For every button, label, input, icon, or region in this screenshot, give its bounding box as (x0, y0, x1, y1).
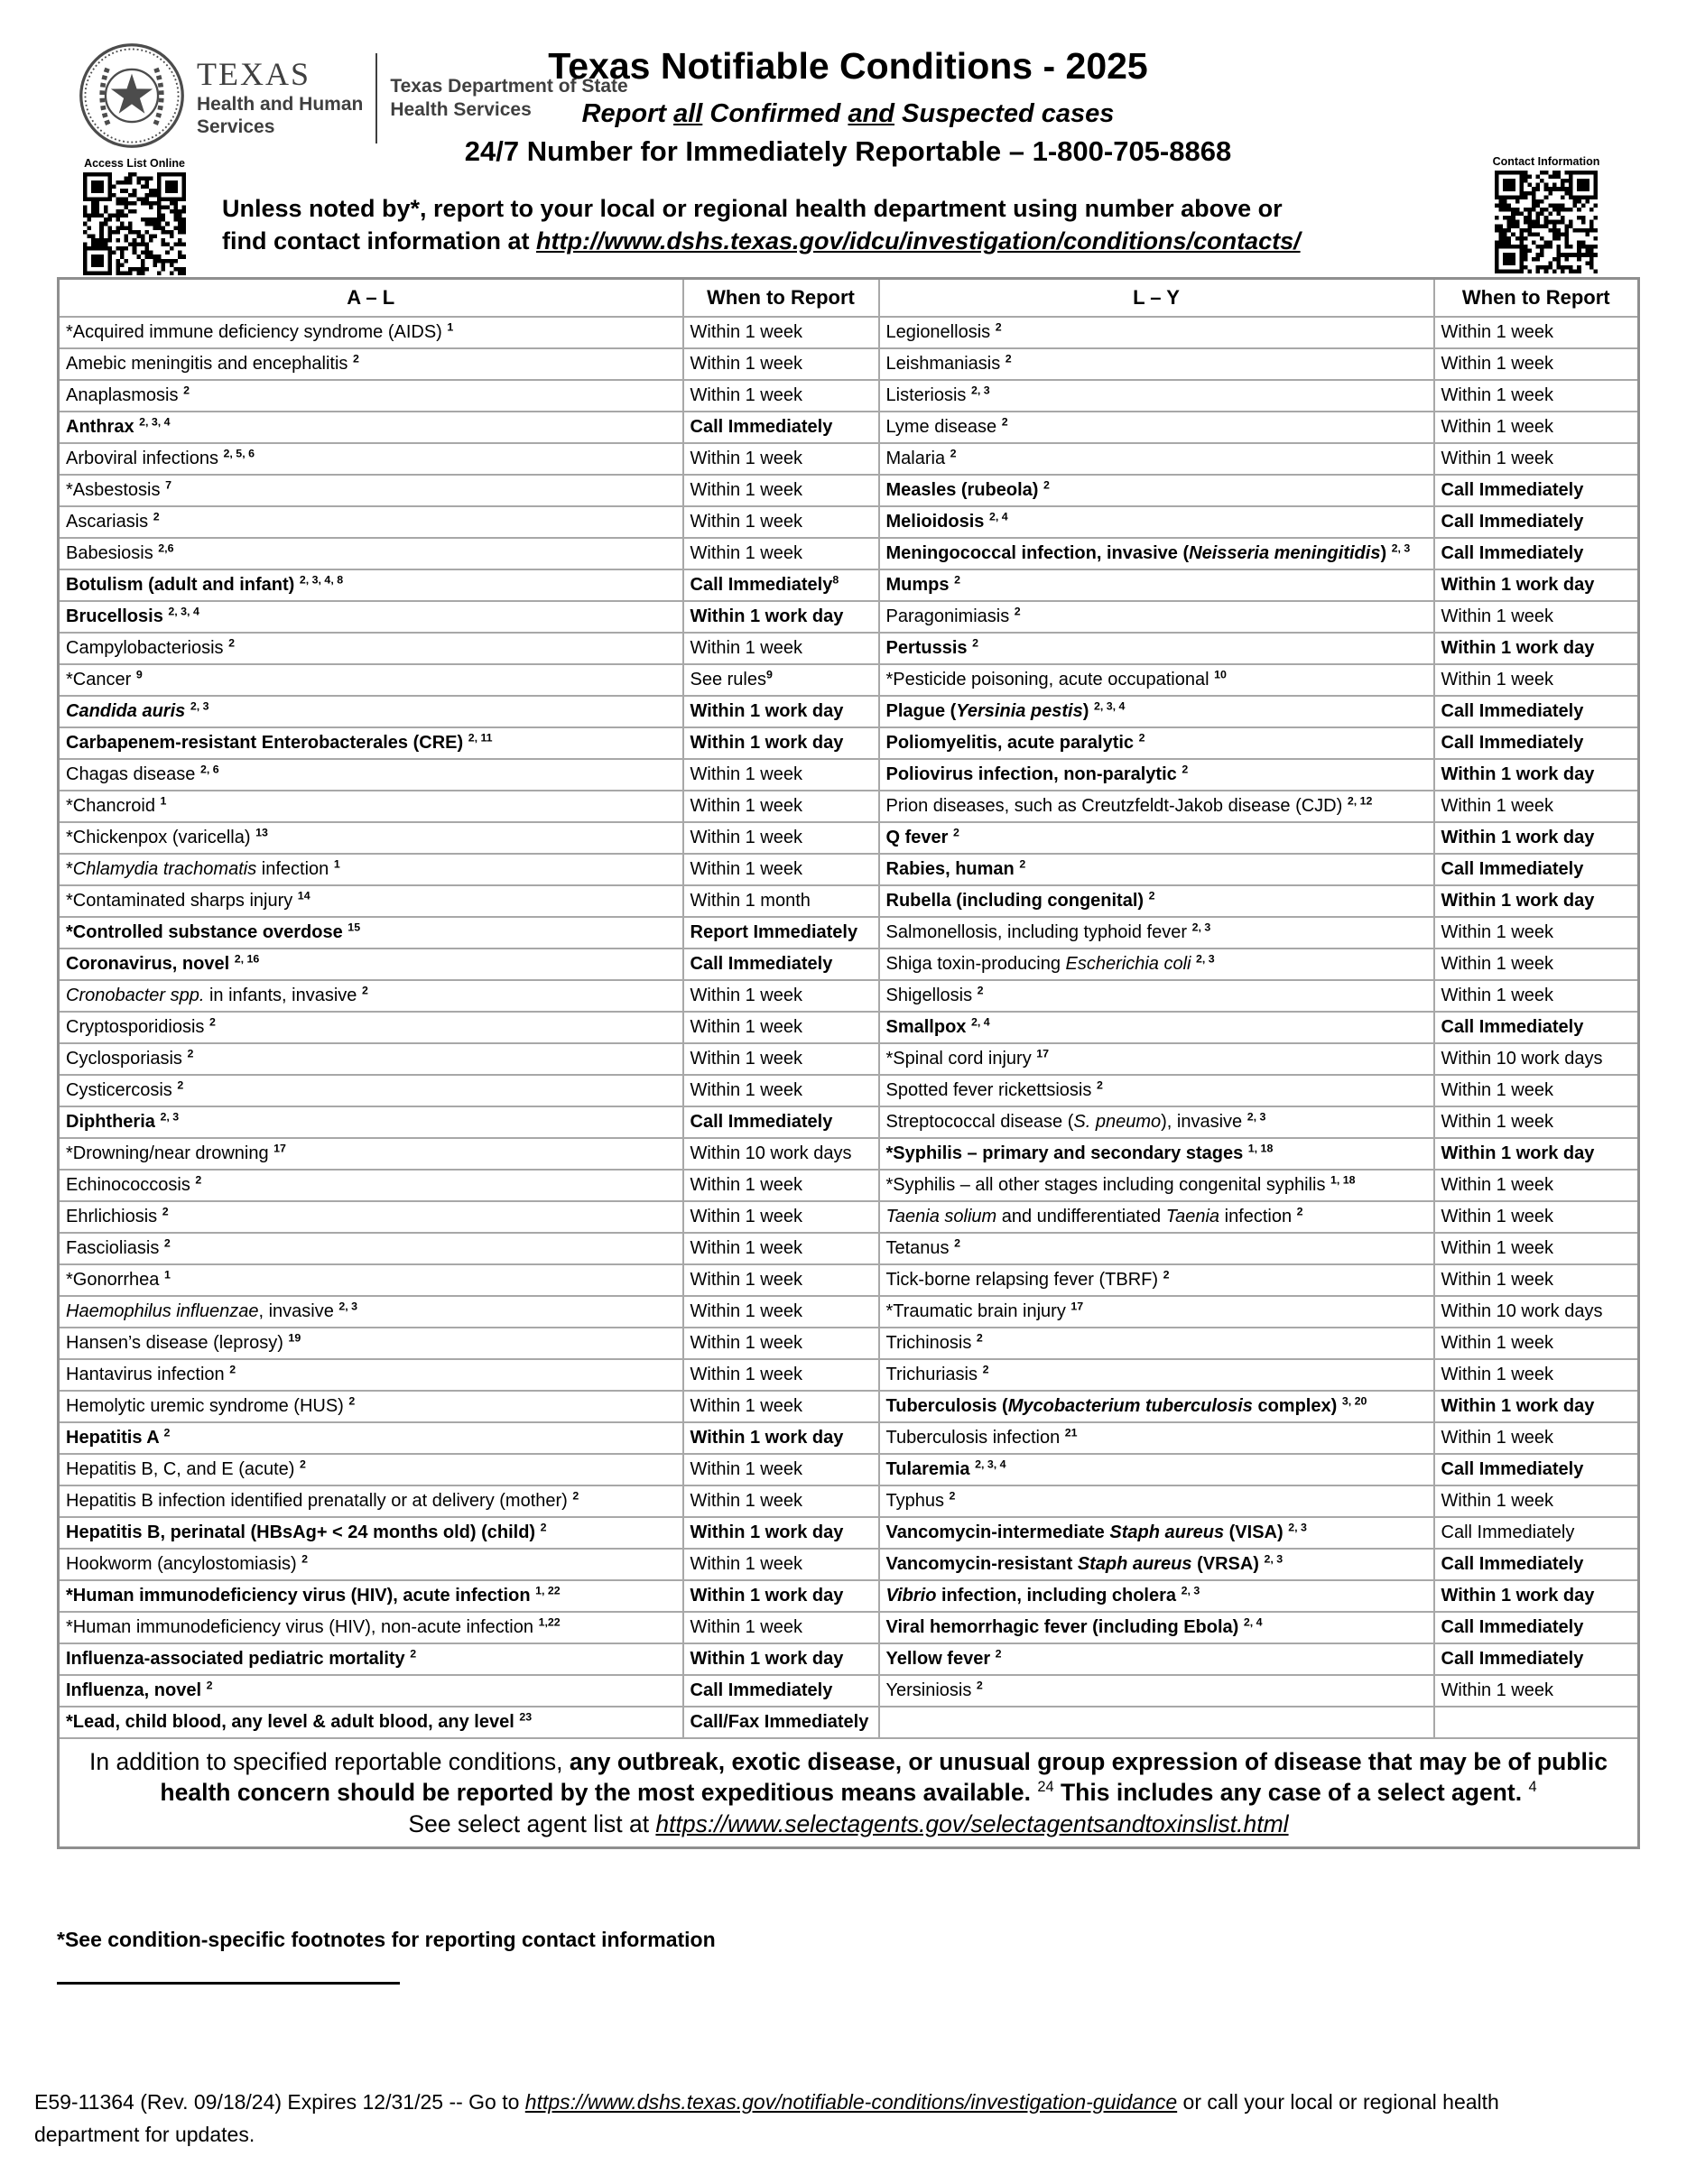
when-to-report-cell: Within 1 week (1434, 664, 1639, 696)
condition-cell: Prion diseases, such as Creutzfeldt-Jakob disease (CJD) $^{2, 12}$ (879, 791, 1434, 822)
footer-form-number: E59-11364 (Rev. 09/18/24) Expires 12/31/25 -- Go to (34, 2090, 525, 2114)
when-to-report-cell: Within 1 work day (683, 1580, 879, 1612)
condition-cell: Anaplasmosis $^2$ (59, 380, 683, 412)
table-row (59, 791, 1639, 822)
condition-cell: Poliomyelitis, acute paralytic $^2$ (879, 727, 1434, 759)
condition-cell: Cronobacter spp. in infants, invasive $^2$ (59, 980, 683, 1012)
when-to-report-cell: Within 1 week (683, 506, 879, 538)
document-footer (34, 2087, 1659, 2151)
footnote-star-text: *See condition-specific footnotes for reporting contact information (57, 1928, 716, 1951)
condition-cell: Campylobacteriosis $^2$ (59, 633, 683, 664)
condition-cell: Ascariasis $^2$ (59, 506, 683, 538)
table-row (59, 664, 1639, 696)
condition-cell: Botulism (adult and infant) $^{2, 3, 4, 8}$ (59, 569, 683, 601)
outbreak-note-row (59, 1738, 1639, 1848)
condition-cell: Shigellosis $^2$ (879, 980, 1434, 1012)
when-to-report-cell: Call/Fax Immediately (683, 1707, 879, 1738)
table-row (59, 1043, 1639, 1075)
when-to-report-cell: Within 1 week (683, 1264, 879, 1296)
condition-cell: Fascioliasis $^2$ (59, 1233, 683, 1264)
when-to-report-cell (1434, 1707, 1639, 1738)
when-to-report-cell: Call Immediately (683, 949, 879, 980)
when-to-report-cell: Call Immediately$^8$ (683, 569, 879, 601)
condition-cell: Tetanus $^2$ (879, 1233, 1434, 1264)
when-to-report-cell: Within 1 week (1434, 348, 1639, 380)
when-to-report-cell: Call Immediately (683, 1106, 879, 1138)
when-to-report-cell: Within 1 week (683, 791, 879, 822)
table-row (59, 475, 1639, 506)
when-to-report-cell: Within 1 work day (1434, 885, 1639, 917)
table-row (59, 380, 1639, 412)
condition-cell: *Asbestosis $^7$ (59, 475, 683, 506)
table-row (59, 1328, 1639, 1359)
when-to-report-cell: Within 1 work day (1434, 1580, 1639, 1612)
when-to-report-cell: Call Immediately (1434, 696, 1639, 727)
table-row (59, 569, 1639, 601)
when-to-report-cell: Call Immediately (1434, 475, 1639, 506)
when-to-report-cell: Within 1 month (683, 885, 879, 917)
when-to-report-cell: Within 1 week (683, 475, 879, 506)
condition-cell: *Drowning/near drowning $^{17}$ (59, 1138, 683, 1170)
when-to-report-cell: Within 1 week (683, 1296, 879, 1328)
column-header-l-y: L – Y (879, 279, 1434, 318)
when-to-report-cell: Within 1 week (683, 317, 879, 348)
when-to-report-cell: Call Immediately (1434, 727, 1639, 759)
condition-cell: *Syphilis – all other stages including congenital syphilis $^{1, 18}$ (879, 1170, 1434, 1201)
condition-cell: Coronavirus, novel $^{2, 16}$ (59, 949, 683, 980)
condition-cell: Chagas disease $^{2, 6}$ (59, 759, 683, 791)
when-to-report-cell: Within 1 week (683, 1170, 879, 1201)
condition-cell: Typhus $^2$ (879, 1485, 1434, 1517)
condition-cell: *Chickenpox (varicella) $^{13}$ (59, 822, 683, 854)
table-row (59, 1549, 1639, 1580)
condition-cell: Influenza, novel $^2$ (59, 1675, 683, 1707)
condition-cell: Vibrio infection, including cholera $^{2, 3}$ (879, 1580, 1434, 1612)
condition-cell: Influenza-associated pediatric mortality $^2$ (59, 1643, 683, 1675)
table-row (59, 1580, 1639, 1612)
when-to-report-cell: Within 10 work days (1434, 1043, 1639, 1075)
condition-cell: *Acquired immune deficiency syndrome (AIDS) $^1$ (59, 317, 683, 348)
table-row (59, 1675, 1639, 1707)
contact-info-qr-label: Contact Information (1492, 155, 1600, 168)
when-to-report-cell: Within 1 work day (1434, 822, 1639, 854)
when-to-report-cell: Within 1 week (1434, 443, 1639, 475)
when-to-report-cell: Within 1 week (1434, 1422, 1639, 1454)
condition-cell: Tick-borne relapsing fever (TBRF) $^2$ (879, 1264, 1434, 1296)
logo-dshs-line1: Texas Department of State (390, 76, 628, 97)
logo-dshs-line2: Health Services (390, 98, 532, 120)
table-row (59, 443, 1639, 475)
logo-hhs-line1: Health and Human (197, 94, 364, 116)
condition-cell: Hepatitis B, C, and E (acute) $^2$ (59, 1454, 683, 1485)
condition-cell: Hepatitis B, perinatal (HBsAg+ < 24 months old) (child) $^2$ (59, 1517, 683, 1549)
when-to-report-cell: Within 1 week (683, 1485, 879, 1517)
when-to-report-cell: Within 1 week (1434, 317, 1639, 348)
condition-cell: *Contaminated sharps injury $^{14}$ (59, 885, 683, 917)
when-to-report-cell: Within 1 week (683, 1549, 879, 1580)
reporting-instructions (222, 193, 1486, 257)
condition-cell: *Cancer $^9$ (59, 664, 683, 696)
condition-cell: *Syphilis – primary and secondary stages $^{1, 18}$ (879, 1138, 1434, 1170)
table-row (59, 917, 1639, 949)
when-to-report-cell: Report Immediately (683, 917, 879, 949)
hotline-number: 24/7 Number for Immediately Reportable – 1-800-705-8868 (464, 135, 1232, 167)
condition-cell: Amebic meningitis and encephalitis $^2$ (59, 348, 683, 380)
condition-cell: *Controlled substance overdose $^{15}$ (59, 917, 683, 949)
table-row (59, 412, 1639, 443)
when-to-report-cell: Call Immediately (1434, 1612, 1639, 1643)
table-row (59, 1359, 1639, 1391)
condition-cell: Hantavirus infection $^2$ (59, 1359, 683, 1391)
table-row (59, 633, 1639, 664)
when-to-report-cell: Call Immediately (1434, 538, 1639, 569)
table-row (59, 1422, 1639, 1454)
condition-cell: *Chlamydia trachomatis infection $^1$ (59, 854, 683, 885)
condition-cell: *Pesticide poisoning, acute occupational $^{10}$ (879, 664, 1434, 696)
condition-cell: Yellow fever $^2$ (879, 1643, 1434, 1675)
contacts-url-link[interactable]: http://www.dshs.texas.gov/idcu/investigation/conditions/contacts/ (536, 227, 1301, 254)
table-row (59, 1075, 1639, 1106)
condition-cell: Vancomycin-resistant Staph aureus (VRSA) $^{2, 3}$ (879, 1549, 1434, 1580)
logo-hhs-line2: Services (197, 116, 275, 137)
table-row (59, 506, 1639, 538)
condition-cell: Tularemia $^{2, 3, 4}$ (879, 1454, 1434, 1485)
condition-cell: Paragonimiasis $^2$ (879, 601, 1434, 633)
column-header-a-l: A – L (59, 279, 683, 318)
condition-cell: Taenia solium and undifferentiated Taenia infection $^2$ (879, 1201, 1434, 1233)
when-to-report-cell: Within 1 work day (683, 1517, 879, 1549)
when-to-report-cell: Within 10 work days (1434, 1296, 1639, 1328)
when-to-report-cell: Call Immediately (1434, 1643, 1639, 1675)
condition-cell: Measles (rubeola) $^2$ (879, 475, 1434, 506)
condition-cell: Shiga toxin-producing Escherichia coli $^{2, 3}$ (879, 949, 1434, 980)
when-to-report-cell: Within 1 work day (683, 1643, 879, 1675)
table-header-row (59, 279, 1639, 318)
when-to-report-cell: Within 1 week (683, 1075, 879, 1106)
footer-suffix: or call your local or regional health (1177, 2090, 1499, 2114)
condition-cell: Smallpox $^{2, 4}$ (879, 1012, 1434, 1043)
instructions-line2-prefix: find contact information at (222, 227, 536, 254)
table-row (59, 980, 1639, 1012)
when-to-report-cell: Within 1 week (683, 1612, 879, 1643)
condition-cell: Carbapenem-resistant Enterobacterales (CRE) $^{2, 11}$ (59, 727, 683, 759)
when-to-report-cell: Within 1 week (683, 443, 879, 475)
when-to-report-cell: Within 1 week (1434, 1485, 1639, 1517)
condition-cell: Trichuriasis $^2$ (879, 1359, 1434, 1391)
page-title: Texas Notifiable Conditions - 2025 (548, 45, 1148, 87)
access-list-qr-label: Access List Online (84, 157, 185, 170)
condition-cell: Babesiosis $^{2,6}$ (59, 538, 683, 569)
when-to-report-cell: Within 1 work day (683, 601, 879, 633)
condition-cell: Diphtheria $^{2, 3}$ (59, 1106, 683, 1138)
contact-info-qr-code-icon (1491, 171, 1601, 278)
when-to-report-cell: Within 1 work day (1434, 1391, 1639, 1422)
condition-cell: Legionellosis $^2$ (879, 317, 1434, 348)
condition-cell: Cryptosporidiosis $^2$ (59, 1012, 683, 1043)
condition-cell: Tuberculosis (Mycobacterium tuberculosis complex) $^{3, 20}$ (879, 1391, 1434, 1422)
condition-cell: Viral hemorrhagic fever (including Ebola) $^{2, 4}$ (879, 1612, 1434, 1643)
when-to-report-cell: Within 1 week (1434, 791, 1639, 822)
table-row (59, 1201, 1639, 1233)
when-to-report-cell: Call Immediately (1434, 854, 1639, 885)
table-row (59, 759, 1639, 791)
condition-cell: Salmonellosis, including typhoid fever $^{2, 3}$ (879, 917, 1434, 949)
when-to-report-cell: Call Immediately (1434, 1517, 1639, 1549)
condition-cell: Plague (Yersinia pestis) $^{2, 3, 4}$ (879, 696, 1434, 727)
when-to-report-cell: Within 1 week (1434, 1233, 1639, 1264)
guidance-url-link[interactable]: https://www.dshs.texas.gov/notifiable-conditions/investigation-guidance (524, 2090, 1178, 2114)
condition-cell: Cyclosporiasis $^2$ (59, 1043, 683, 1075)
when-to-report-cell: Within 1 week (683, 759, 879, 791)
when-to-report-cell: Within 1 work day (1434, 633, 1639, 664)
table-row (59, 1485, 1639, 1517)
access-list-qr-code-icon (79, 172, 190, 280)
when-to-report-cell: Within 1 week (683, 633, 879, 664)
condition-cell: Leishmaniasis $^2$ (879, 348, 1434, 380)
page-subtitle: Report all Confirmed and Suspected cases (581, 99, 1115, 128)
table-row (59, 1707, 1639, 1738)
when-to-report-cell: Within 1 week (1434, 601, 1639, 633)
table-row (59, 1170, 1639, 1201)
condition-cell: *Spinal cord injury $^{17}$ (879, 1043, 1434, 1075)
table-row (59, 1454, 1639, 1485)
when-to-report-cell: Within 1 week (1434, 1201, 1639, 1233)
table-row (59, 1012, 1639, 1043)
condition-cell: Hookworm (ancylostomiasis) $^2$ (59, 1549, 683, 1580)
notifiable-conditions-table (57, 277, 1640, 1849)
when-to-report-cell: Within 1 week (683, 538, 879, 569)
table-row (59, 1612, 1639, 1643)
condition-cell: Poliovirus infection, non-paralytic $^2$ (879, 759, 1434, 791)
when-to-report-cell: Call Immediately (1434, 1454, 1639, 1485)
when-to-report-cell: Within 1 week (1434, 1264, 1639, 1296)
condition-cell: Mumps $^2$ (879, 569, 1434, 601)
condition-cell: Hepatitis A $^2$ (59, 1422, 683, 1454)
table-row (59, 949, 1639, 980)
condition-cell: Cysticercosis $^2$ (59, 1075, 683, 1106)
when-to-report-cell: Call Immediately (683, 1675, 879, 1707)
condition-cell: Hepatitis B infection identified prenatally or at delivery (mother) $^2$ (59, 1485, 683, 1517)
when-to-report-cell: Within 1 week (1434, 1075, 1639, 1106)
condition-cell: Pertussis $^2$ (879, 633, 1434, 664)
when-to-report-cell: Within 1 work day (683, 696, 879, 727)
condition-cell: *Gonorrhea $^1$ (59, 1264, 683, 1296)
condition-cell: Echinococcosis $^2$ (59, 1170, 683, 1201)
when-to-report-cell: Within 1 week (1434, 380, 1639, 412)
when-to-report-cell: Within 1 week (683, 1391, 879, 1422)
table-row (59, 601, 1639, 633)
when-to-report-cell: Within 1 work day (683, 1422, 879, 1454)
when-to-report-cell: Within 1 work day (1434, 759, 1639, 791)
when-to-report-cell: Within 1 week (683, 1359, 879, 1391)
condition-cell: *Lead, child blood, any level & adult blood, any level $^{23}$ (59, 1707, 683, 1738)
when-to-report-cell: Within 1 week (683, 822, 879, 854)
when-to-report-cell: Within 1 week (683, 348, 879, 380)
when-to-report-cell: Call Immediately (1434, 1549, 1639, 1580)
when-to-report-cell: Within 1 week (1434, 412, 1639, 443)
when-to-report-cell: Within 1 week (1434, 1328, 1639, 1359)
condition-cell: Ehrlichiosis $^2$ (59, 1201, 683, 1233)
instructions-line1: Unless noted by*, report to your local or regional health department using number above or (222, 195, 1283, 222)
when-to-report-cell: Within 1 work day (1434, 569, 1639, 601)
when-to-report-cell: Within 1 week (683, 1012, 879, 1043)
when-to-report-cell: Within 1 week (1434, 917, 1639, 949)
table-row (59, 885, 1639, 917)
condition-cell: Melioidosis $^{2, 4}$ (879, 506, 1434, 538)
condition-cell: Yersiniosis $^2$ (879, 1675, 1434, 1707)
when-to-report-cell: Within 1 week (683, 1233, 879, 1264)
table-row (59, 822, 1639, 854)
condition-cell: Q fever $^2$ (879, 822, 1434, 854)
table-row (59, 1106, 1639, 1138)
when-to-report-cell: Within 1 week (1434, 949, 1639, 980)
select-agents-url-link[interactable]: https://www.selectagents.gov/selectagentsandtoxinslist.html (655, 1809, 1289, 1837)
when-to-report-cell: Within 1 week (1434, 1359, 1639, 1391)
when-to-report-cell: See rules$^9$ (683, 664, 879, 696)
conditions-tbody (59, 317, 1639, 1848)
condition-cell: Meningococcal infection, invasive (Neisseria meningitidis) $^{2, 3}$ (879, 538, 1434, 569)
outbreak-note-cell: In addition to specified reportable conditions, any outbreak, exotic disease, or unusual group expression of disease that may be of public health concern should be reported by the most expeditious means available. $^{24}$ This includes any case of a select agent. $^4$ See select agent list at https://www.selectagents.gov/selectagentsandtoxinslist.html (59, 1738, 1639, 1848)
when-to-report-cell: Within 1 week (1434, 1170, 1639, 1201)
table-row (59, 1264, 1639, 1296)
when-to-report-cell: Within 10 work days (683, 1138, 879, 1170)
column-header-when-left: When to Report (683, 279, 879, 318)
when-to-report-cell: Call Immediately (683, 412, 879, 443)
when-to-report-cell: Within 1 week (683, 1328, 879, 1359)
condition-cell: Tuberculosis infection $^{21}$ (879, 1422, 1434, 1454)
condition-cell: Rabies, human $^2$ (879, 854, 1434, 885)
condition-cell: Anthrax $^{2, 3, 4}$ (59, 412, 683, 443)
footer-line2: department for updates. (34, 2122, 255, 2146)
condition-cell: Haemophilus influenzae, invasive $^{2, 3}$ (59, 1296, 683, 1328)
table-row (59, 1233, 1639, 1264)
table-row (59, 727, 1639, 759)
when-to-report-cell: Within 1 week (683, 1043, 879, 1075)
condition-cell: Spotted fever rickettsiosis $^2$ (879, 1075, 1434, 1106)
condition-cell (879, 1707, 1434, 1738)
condition-cell: Vancomycin-intermediate Staph aureus (VISA) $^{2, 3}$ (879, 1517, 1434, 1549)
table-row (59, 1138, 1639, 1170)
when-to-report-cell: Within 1 week (683, 854, 879, 885)
column-header-when-right: When to Report (1434, 279, 1639, 318)
when-to-report-cell: Within 1 week (683, 1454, 879, 1485)
table-row (59, 854, 1639, 885)
table-row (59, 317, 1639, 348)
condition-cell: Malaria $^2$ (879, 443, 1434, 475)
footnote-rule (57, 1982, 400, 1985)
table-row (59, 348, 1639, 380)
condition-cell: Hansen’s disease (leprosy) $^{19}$ (59, 1328, 683, 1359)
when-to-report-cell: Within 1 week (1434, 980, 1639, 1012)
condition-cell: Hemolytic uremic syndrome (HUS) $^2$ (59, 1391, 683, 1422)
condition-cell: Rubella (including congenital) $^2$ (879, 885, 1434, 917)
condition-cell: *Human immunodeficiency virus (HIV), acute infection $^{1, 22}$ (59, 1580, 683, 1612)
when-to-report-cell: Call Immediately (1434, 1012, 1639, 1043)
when-to-report-cell: Within 1 work day (1434, 1138, 1639, 1170)
when-to-report-cell: Within 1 week (683, 380, 879, 412)
condition-cell: Candida auris $^{2, 3}$ (59, 696, 683, 727)
condition-cell: Lyme disease $^2$ (879, 412, 1434, 443)
condition-cell: Brucellosis $^{2, 3, 4}$ (59, 601, 683, 633)
table-row (59, 1517, 1639, 1549)
condition-cell: *Human immunodeficiency virus (HIV), non-acute infection $^{1,22}$ (59, 1612, 683, 1643)
when-to-report-cell: Within 1 week (1434, 1106, 1639, 1138)
table-row (59, 538, 1639, 569)
table-row (59, 1391, 1639, 1422)
condition-cell: *Chancroid $^1$ (59, 791, 683, 822)
when-to-report-cell: Call Immediately (1434, 506, 1639, 538)
when-to-report-cell: Within 1 week (683, 1201, 879, 1233)
condition-cell: Streptococcal disease (S. pneumo), invasive $^{2, 3}$ (879, 1106, 1434, 1138)
condition-cell: Listeriosis $^{2, 3}$ (879, 380, 1434, 412)
table-row (59, 1643, 1639, 1675)
logo-texas-text: TEXAS (197, 56, 310, 93)
condition-cell: Trichinosis $^2$ (879, 1328, 1434, 1359)
condition-cell: *Traumatic brain injury $^{17}$ (879, 1296, 1434, 1328)
condition-cell: Arboviral infections $^{2, 5, 6}$ (59, 443, 683, 475)
access-list-qr-block (79, 157, 190, 280)
table-row (59, 1296, 1639, 1328)
table-row (59, 696, 1639, 727)
when-to-report-cell: Within 1 work day (683, 727, 879, 759)
contact-info-qr-block (1491, 155, 1601, 278)
when-to-report-cell: Within 1 week (1434, 1675, 1639, 1707)
when-to-report-cell: Within 1 week (683, 980, 879, 1012)
